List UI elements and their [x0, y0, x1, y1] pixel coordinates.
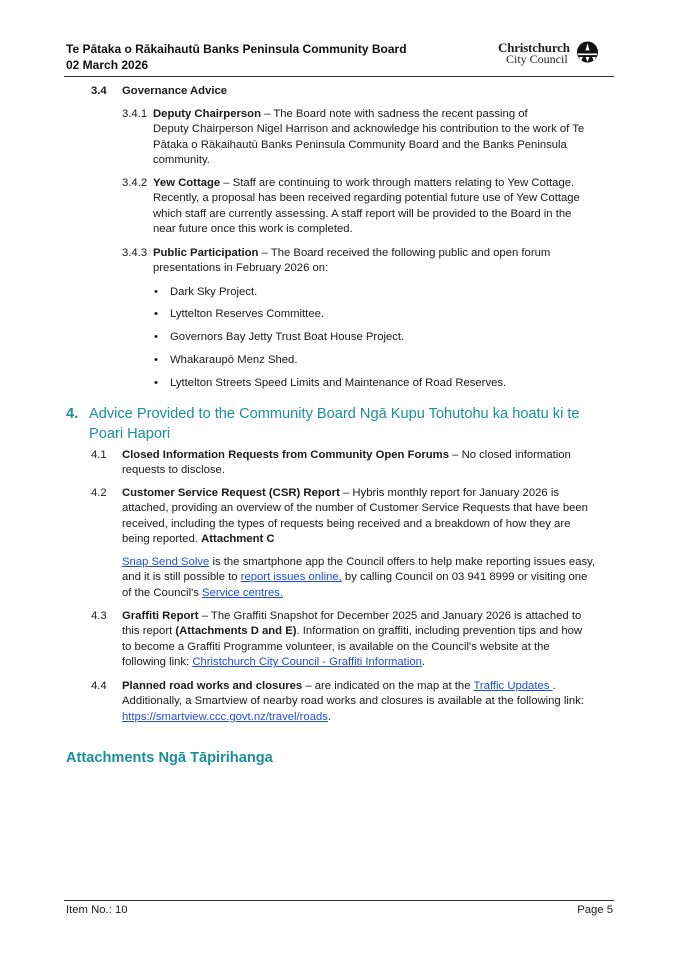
- paragraph-deputy-chair: [153, 107, 613, 169]
- item-number: 4.3: [91, 610, 107, 622]
- bullet-icon: •: [154, 354, 158, 366]
- text-line: – Staff are continuing to work through matters relating to Yew Cottage.: [220, 177, 575, 189]
- item-title: Planned road works and closures: [122, 680, 303, 692]
- bullet-icon: •: [154, 377, 158, 389]
- council-logo: [498, 41, 602, 67]
- text-line: .: [327, 710, 332, 723]
- attachment-reference: (Attachments D and E): [175, 625, 297, 638]
- section-heading: [89, 404, 619, 444]
- item-title: Deputy Chairperson: [153, 108, 261, 120]
- text-line: attached, providing an overview of the number of Customer Service Requests that have been: [122, 502, 588, 515]
- item-title: Customer Service Request (CSR) Report: [122, 487, 340, 499]
- section-heading-number: 4.: [66, 406, 79, 422]
- item-number: 4.4: [91, 680, 107, 692]
- text-line: Additionally, a Smartview of nearby road works and closures is available at the following link:: [122, 695, 584, 708]
- logo-text-line1: Christchurch: [498, 40, 570, 55]
- paragraph-yew-cottage: [153, 176, 613, 238]
- paragraph-graffiti-report: [122, 609, 612, 671]
- text-line: – The Board received the following public and open forum: [258, 247, 551, 259]
- list-item-text: Governors Bay Jetty Trust Boat House Project.: [170, 331, 405, 343]
- text-line: by calling Council on 03 941 8999 or visiting one: [341, 571, 588, 584]
- attachments-heading: Attachments Ngā Tāpirihanga: [66, 750, 273, 766]
- paragraph-snap-send-solve: [122, 555, 612, 601]
- text-line: of the Council's: [122, 586, 203, 599]
- paragraph-road-works: [122, 679, 612, 725]
- item-title: Graffiti Report: [122, 610, 199, 622]
- text-line: – are indicated on the map at the: [302, 680, 474, 692]
- traffic-updates-link[interactable]: Traffic Updates: [473, 680, 553, 692]
- text-line: which staff are currently assessing. A staff report will be provided to the Board in the: [153, 207, 572, 220]
- item-number: 4.1: [91, 449, 107, 461]
- paragraph-csr-report: [122, 486, 612, 548]
- text-line: – No closed information: [449, 449, 571, 461]
- footer-item-number: Item No.: 10: [66, 904, 128, 916]
- bullet-icon: •: [154, 308, 158, 320]
- report-issues-online-link[interactable]: report issues online,: [240, 571, 342, 584]
- heading-line: Poari Hapori: [89, 426, 171, 442]
- paragraph-closed-info: [122, 448, 612, 479]
- text-line: near future once this work is completed.: [153, 223, 353, 236]
- text-line: this report: [122, 625, 176, 638]
- text-line: following link:: [122, 656, 193, 669]
- list-item-text: Lyttelton Streets Speed Limits and Maintenance of Road Reserves.: [170, 377, 507, 389]
- text-line: being reported.: [122, 533, 202, 546]
- text-line: .: [421, 656, 426, 669]
- header-date: 02 March 2026: [66, 58, 149, 72]
- graffiti-information-link[interactable]: Christchurch City Council - Graffiti Information: [192, 656, 422, 669]
- list-item-text: Dark Sky Project.: [170, 286, 258, 298]
- text-line: community.: [153, 154, 210, 167]
- section-number: 3.4: [91, 85, 107, 97]
- text-line: and it is still possible to: [122, 571, 241, 584]
- text-line: . Information on graffiti, including prevention tips and how: [296, 625, 583, 638]
- snap-send-solve-link[interactable]: Snap Send Solve: [122, 556, 210, 568]
- service-centres-link[interactable]: Service centres.: [202, 586, 284, 599]
- smartview-roads-link[interactable]: https://smartview.ccc.govt.nz/travel/roads: [122, 710, 328, 723]
- list-item-text: Whakaraupō Menz Shed.: [170, 354, 298, 366]
- text-line: .: [552, 680, 556, 692]
- text-line: received, including the types of requests being received and a breakdown of how they are: [122, 517, 571, 530]
- item-title: Closed Information Requests from Community Open Forums: [122, 449, 450, 461]
- attachment-reference: Attachment C: [201, 533, 275, 546]
- header-board-name: Te Pātaka o Rākaihautū Banks Peninsula Community Board: [66, 42, 407, 56]
- list-item-text: Lyttelton Reserves Committee.: [170, 308, 325, 320]
- item-title: Yew Cottage: [153, 177, 221, 189]
- text-line: Deputy Chairperson Nigel Harrison and acknowledge his contribution to the work of Te: [153, 123, 585, 136]
- section-title: Governance Advice: [122, 85, 228, 97]
- text-line: is the smartphone app the Council offers to help make reporting issues easy,: [209, 556, 596, 568]
- text-line: – The Board note with sadness the recent passing of: [260, 108, 528, 120]
- paragraph-public-participation: [153, 246, 613, 277]
- cathedral-logo-icon: [576, 41, 599, 65]
- item-number: 3.4.1: [122, 108, 148, 120]
- bullet-icon: •: [154, 331, 158, 343]
- footer-page-number: Page 5: [577, 904, 613, 916]
- text-line: presentations in February 2026 on:: [153, 262, 329, 275]
- logo-text-line2: City Council: [506, 52, 568, 66]
- text-line: Pātaka o Rākaihautū Banks Peninsula Community Board and the Banks Peninsula: [153, 138, 567, 151]
- item-title: Public Participation: [153, 247, 259, 259]
- text-line: – The Graffiti Snapshot for December 2025 and January 2026 is attached to: [198, 610, 582, 622]
- item-number: 3.4.3: [122, 247, 148, 259]
- text-line: requests to disclose.: [122, 464, 225, 477]
- footer-rule: [64, 900, 614, 901]
- item-number: 3.4.2: [122, 177, 148, 189]
- text-line: – Hybris monthly report for January 2026 is: [339, 487, 559, 499]
- header-rule: [64, 76, 614, 77]
- item-number: 4.2: [91, 487, 107, 499]
- text-line: Recently, a proposal has been received regarding potential future use of Yew Cottage: [153, 192, 580, 205]
- heading-line: Advice Provided to the Community Board Ngā Kupu Tohutohu ka hoatu ki te: [89, 406, 580, 422]
- bullet-icon: •: [154, 286, 158, 298]
- text-line: to become a Graffiti Programme volunteer, is available on the Council's website at the: [122, 640, 550, 653]
